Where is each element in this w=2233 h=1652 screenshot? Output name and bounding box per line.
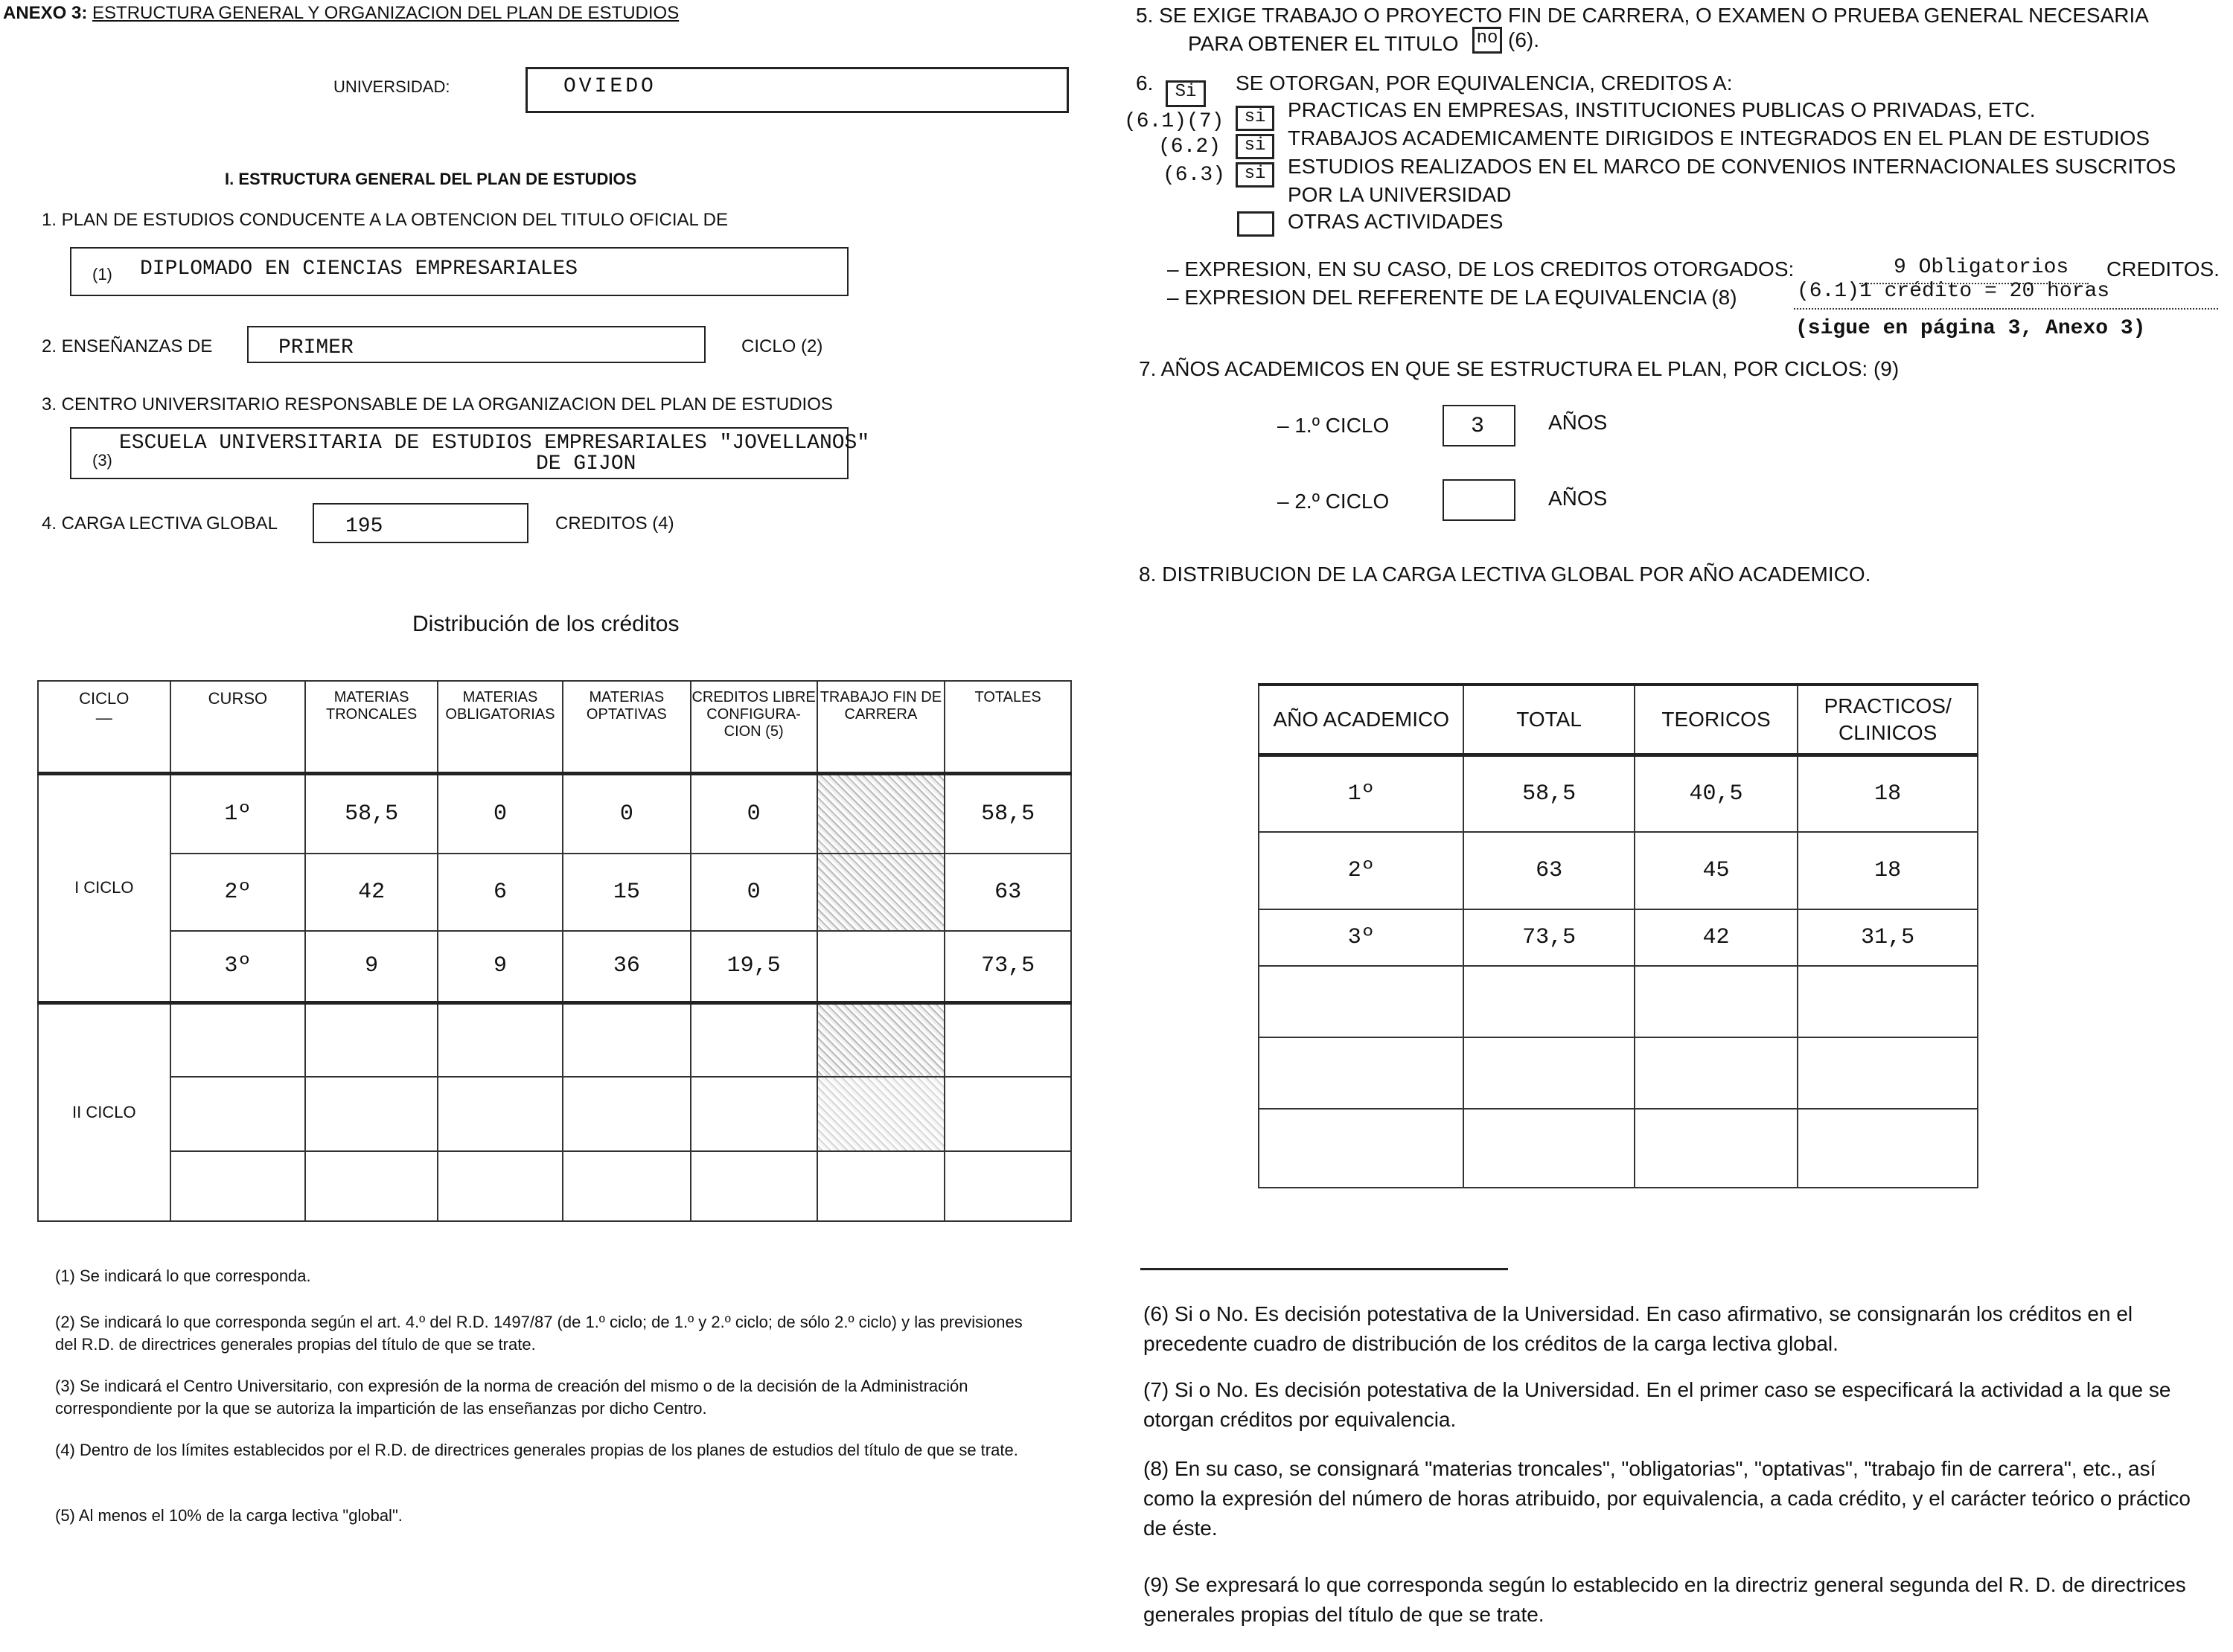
degree-field — [70, 247, 849, 296]
annex-heading — [3, 3, 679, 24]
item4-label: 4. CARGA LECTIVA GLOBAL — [42, 513, 278, 534]
cell-trabajo-fin-shaded — [817, 773, 945, 854]
table-header-row — [1259, 685, 1978, 755]
item4-suffix: CREDITOS (4) — [555, 513, 674, 534]
cell-practicos: 31,5 — [1798, 909, 1978, 966]
header-trabajo-fin: TRABAJO FIN DE CARRERA — [817, 681, 945, 773]
university-value: OVIEDO — [563, 75, 657, 98]
expr1-label: – EXPRESION, EN SU CASO, DE LOS CREDITOS OTORGADOS: — [1167, 257, 1795, 281]
table-row — [1259, 832, 1978, 909]
sub-item-3-text: ESTUDIOS REALIZADOS EN EL MARCO DE CONVENIOS INTERNACIONALES SUSCRITOS — [1288, 155, 2176, 178]
cell-optativas: 15 — [563, 854, 691, 931]
table-row — [38, 1077, 1071, 1151]
cell-obligatorias: 9 — [438, 931, 563, 1002]
ciclo2-anos-label: AÑOS — [1548, 487, 1608, 510]
ciclo1-years-field — [1443, 405, 1515, 446]
item5-checkbox: no — [1472, 27, 1502, 54]
sub-item-1-checkbox: si — [1236, 106, 1274, 131]
cell-total: 58,5 — [1463, 755, 1634, 832]
table-row — [38, 931, 1071, 1002]
item5-ref: (6). — [1508, 28, 1539, 51]
header-curso: CURSO — [170, 681, 306, 773]
table-row — [1259, 909, 1978, 966]
item1-ref: (1) — [92, 265, 112, 284]
cell-trabajo-fin-shaded — [817, 854, 945, 931]
expr2-field — [1794, 280, 2218, 310]
ciclo2-label: – 2.º CICLO — [1277, 490, 1390, 513]
cell-libre: 0 — [691, 773, 817, 854]
academic-year-table — [1258, 683, 1978, 1188]
sub-item-2-text: TRABAJOS ACADEMICAMENTE DIRIGIDOS E INTEGRADOS EN EL PLAN DE ESTUDIOS — [1288, 127, 2150, 150]
item2-suffix: CICLO (2) — [741, 336, 823, 356]
ciclo1-cell: I CICLO — [38, 773, 170, 1002]
center-value-line1: ESCUELA UNIVERSITARIA DE ESTUDIOS EMPRESARIALES "JOVELLANOS" — [119, 432, 870, 455]
item7-label: 7. AÑOS ACADEMICOS EN QUE SE ESTRUCTURA EL PLAN, POR CICLOS: (9) — [1139, 357, 1900, 380]
otras-checkbox — [1237, 211, 1274, 237]
cell-total: 73,5 — [1463, 909, 1634, 966]
table-row — [1259, 755, 1978, 832]
ciclo2-years-field — [1443, 479, 1515, 521]
cycle-value: PRIMER — [278, 336, 354, 359]
center-field — [70, 427, 870, 479]
cell-troncales: 42 — [305, 854, 438, 931]
right-note-6: (6) Si o No. Es decisión potestativa de la Universidad. En caso afirmativo, se consignarán los créditos en el precedente cuadro de distribución de los créditos de la carga lectiva global. — [1143, 1302, 2133, 1355]
cell-practicos: 18 — [1798, 755, 1978, 832]
cell-curso: 3º — [170, 931, 306, 1002]
item5 — [1136, 1, 2223, 58]
cell-curso: 2º — [170, 854, 306, 931]
cell-libre: 0 — [691, 854, 817, 931]
table-row — [1259, 1037, 1978, 1109]
center-value-line2: DE GIJON — [536, 452, 636, 476]
expr2-label: – EXPRESION DEL REFERENTE DE LA EQUIVALENCIA (8) — [1167, 286, 1737, 309]
ciclo2-cell: II CICLO — [38, 1002, 170, 1221]
cell-ano: 2º — [1259, 832, 1463, 909]
left-note-3: (3) Se indicará el Centro Universitario, con expresión de la norma de creación del mismo o de la decisión de la Administración correspondiente por la que se autoriza la impartición de las enseñanzas por dicho Centro. — [55, 1377, 968, 1418]
cell-curso: 1º — [170, 773, 306, 854]
item5-text: 5. SE EXIGE TRABAJO O PROYECTO FIN DE CARRERA, O EXAMEN O PRUEBA GENERAL NECESARIA — [1136, 4, 2149, 27]
cell-trabajo-fin — [817, 931, 945, 1002]
degree-value: DIPLOMADO EN CIENCIAS EMPRESARIALES — [140, 257, 578, 281]
credits-value: 195 — [345, 515, 383, 538]
section-title: I. ESTRUCTURA GENERAL DEL PLAN DE ESTUDIOS — [225, 170, 637, 188]
right-note-8: (8) En su caso, se consignará "materias troncales", "obligatorias", "optativas", "trabajo fin de carrera", etc., así como la expresión del número de horas atribuido, por equivalencia, a cada crédito, y el carácter teórico o práctico de éste. — [1143, 1457, 2191, 1540]
item8-label: 8. DISTRIBUCION DE LA CARGA LECTIVA GLOBAL POR AÑO ACADEMICO. — [1139, 563, 1871, 586]
otras-text: OTRAS ACTIVIDADES — [1288, 210, 1504, 233]
item3-ref: (3) — [92, 451, 112, 470]
header-troncales: MATERIAS TRONCALES — [305, 681, 438, 773]
header-ciclo: CICLO — — [38, 681, 170, 773]
table-row — [38, 773, 1071, 854]
left-note-4: (4) Dentro de los límites establecidos por el R.D. de directrices generales propias de los planes de estudios del título de que se trate. — [55, 1441, 1018, 1459]
cell-troncales: 58,5 — [305, 773, 438, 854]
cell-teoricos: 40,5 — [1635, 755, 1798, 832]
item2-label: 2. ENSEÑANZAS DE — [42, 336, 213, 356]
right-note-9: (9) Se expresará lo que corresponda según lo establecido en la directriz general segunda del R. D. de directrices generales propias del título de que se trate. — [1143, 1573, 2186, 1626]
table-header-row — [38, 681, 1071, 773]
header-optativas: MATERIAS OPTATIVAS — [563, 681, 691, 773]
university-label: UNIVERSIDAD: — [333, 77, 450, 96]
ciclo1-label: – 1.º CICLO — [1277, 414, 1390, 437]
table-row — [1259, 966, 1978, 1037]
item6-num: 6. — [1136, 71, 1154, 95]
cell-teoricos: 45 — [1635, 832, 1798, 909]
distribution-title: Distribución de los créditos — [412, 612, 680, 636]
sub-item-2-checkbox: si — [1236, 134, 1274, 159]
sub-item-1-text: PRACTICAS EN EMPRESAS, INSTITUCIONES PUBLICAS O PRIVADAS, ETC. — [1288, 98, 2036, 121]
table-row — [38, 1002, 1071, 1077]
header-practicos: PRACTICOS/ CLINICOS — [1798, 685, 1978, 755]
cell-trabajo-fin-shaded — [817, 1077, 945, 1151]
annex-prefix: ANEXO 3: — [3, 3, 88, 23]
cell-ano: 1º — [1259, 755, 1463, 832]
sub-item-3-checkbox: si — [1236, 162, 1274, 188]
expr2-value: (6.1)1 crédito = 20 horas — [1797, 280, 2110, 303]
header-ano-academico: AÑO ACADEMICO — [1259, 685, 1463, 755]
header-total: TOTAL — [1463, 685, 1634, 755]
header-teoricos: TEORICOS — [1635, 685, 1798, 755]
cell-totales: 63 — [945, 854, 1071, 931]
cell-troncales: 9 — [305, 931, 438, 1002]
university-field — [525, 67, 1069, 113]
item5-text2: PARA OBTENER EL TITULO — [1188, 32, 1459, 55]
continue-note: (sigue en página 3, Anexo 3) — [1795, 317, 2146, 340]
cell-total: 63 — [1463, 832, 1634, 909]
cycle-field — [247, 326, 706, 363]
right-note-7: (7) Si o No. Es decisión potestativa de la Universidad. En el primer caso se especificará la actividad a la que se otorgan créditos por equivalencia. — [1143, 1378, 2171, 1431]
sub-item-3-cont: POR LA UNIVERSIDAD — [1288, 183, 1512, 206]
credits-distribution-table — [37, 680, 1072, 1222]
left-note-1: (1) Se indicará lo que corresponda. — [55, 1267, 311, 1285]
table-row — [1259, 1109, 1978, 1188]
cell-teoricos: 42 — [1635, 909, 1798, 966]
cell-libre: 19,5 — [691, 931, 817, 1002]
table-row — [38, 1151, 1071, 1221]
cell-obligatorias: 6 — [438, 854, 563, 931]
expr1-suffix: CREDITOS. — [2106, 257, 2220, 281]
header-obligatorias: MATERIAS OBLIGATORIAS — [438, 681, 563, 773]
cell-obligatorias: 0 — [438, 773, 563, 854]
ciclo1-anos-label: AÑOS — [1548, 411, 1608, 434]
header-totales: TOTALES — [945, 681, 1071, 773]
header-libre-configuracion: CREDITOS LIBRE CONFIGURA-CION (5) — [691, 681, 817, 773]
cell-optativas: 36 — [563, 931, 691, 1002]
expr1-value: 9 Obligatorios — [1894, 256, 2069, 279]
cell-ano: 3º — [1259, 909, 1463, 966]
table-row — [38, 854, 1071, 931]
item1-label: 1. PLAN DE ESTUDIOS CONDUCENTE A LA OBTENCION DEL TITULO OFICIAL DE — [42, 210, 728, 230]
sub-item-1-num: (6.1)(7) — [1124, 110, 1224, 133]
item6-text: SE OTORGAN, POR EQUIVALENCIA, CREDITOS A: — [1236, 71, 1733, 95]
cell-totales: 73,5 — [945, 931, 1071, 1002]
left-note-2: (2) Se indicará lo que corresponda según el art. 4.º del R.D. 1497/87 (de 1.º ciclo; de 1.º y 2.º ciclo; de sólo 2.º ciclo) y las previsiones del R.D. de directrices generales propias del título de que se trate. — [55, 1313, 1023, 1354]
cell-optativas: 0 — [563, 773, 691, 854]
footnote-rule — [1140, 1268, 1508, 1270]
sub-item-2-num: (6.2) — [1158, 135, 1221, 159]
ciclo1-years-value: 3 — [1471, 414, 1485, 439]
item6-checkbox: Si — [1166, 80, 1206, 107]
credits-field — [313, 503, 528, 543]
left-note-5: (5) Al menos el 10% de la carga lectiva "global". — [55, 1506, 403, 1525]
annex-title: ESTRUCTURA GENERAL Y ORGANIZACION DEL PLAN DE ESTUDIOS — [92, 3, 680, 23]
item3-label: 3. CENTRO UNIVERSITARIO RESPONSABLE DE LA ORGANIZACION DEL PLAN DE ESTUDIOS — [42, 394, 833, 414]
cell-totales: 58,5 — [945, 773, 1071, 854]
cell-trabajo-fin-shaded — [817, 1002, 945, 1077]
cell-practicos: 18 — [1798, 832, 1978, 909]
sub-item-3-num: (6.3) — [1163, 164, 1226, 187]
